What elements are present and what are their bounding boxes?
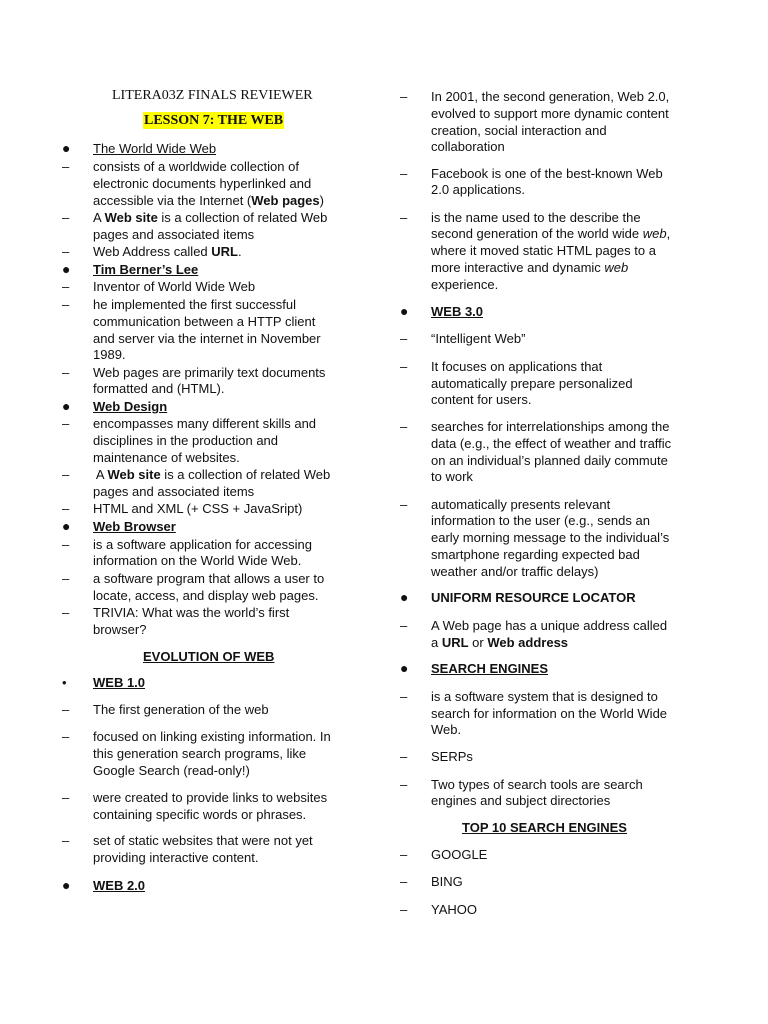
- list-text: Google Search (read-only!): [93, 763, 250, 778]
- section-heading-web3: WEB 3.0: [431, 304, 484, 319]
- list-text: A Web page has a unique address called: [431, 618, 668, 633]
- dash-marker: –: [62, 244, 70, 259]
- dash-marker: –: [62, 297, 70, 312]
- dash-marker: –: [400, 419, 408, 434]
- dash-marker: –: [62, 833, 70, 848]
- list-text: he implemented the first successful: [93, 297, 297, 312]
- list-text: providing interactive content.: [93, 850, 259, 865]
- list-text: maintenance of websites.: [93, 450, 240, 465]
- list-text: more interactive and dynamic web: [431, 260, 629, 275]
- document-title: LITERA03Z FINALS REVIEWER: [112, 88, 313, 103]
- bullet-marker: ●: [62, 877, 71, 893]
- section-heading-web-browser: Web Browser: [93, 519, 176, 534]
- list-text: YAHOO: [431, 902, 477, 917]
- list-text: focused on linking existing information. In: [93, 729, 331, 744]
- list-text: A Web site is a collection of related Web: [93, 210, 328, 225]
- bullet-marker: ●: [400, 660, 409, 676]
- dash-marker: –: [62, 279, 70, 294]
- list-text: information on the World Wide Web.: [93, 553, 302, 568]
- list-text: is the name used to the describe the: [431, 210, 641, 225]
- bullet-marker: •: [62, 675, 67, 690]
- bullet-marker: ●: [62, 140, 71, 156]
- list-text: A Web site is a collection of related Web: [93, 467, 331, 482]
- list-text: creation, social interaction and: [431, 123, 607, 138]
- list-text: In 2001, the second generation, Web 2.0,: [431, 89, 670, 104]
- list-text: automatically prepare personalized: [431, 376, 633, 391]
- dash-marker: –: [62, 159, 70, 174]
- list-text: SERPs: [431, 749, 473, 764]
- dash-marker: –: [62, 501, 70, 516]
- list-text: containing specific words or phrases.: [93, 807, 307, 822]
- list-text: Inventor of World Wide Web: [93, 279, 256, 294]
- section-heading-top10: TOP 10 SEARCH ENGINES: [462, 820, 627, 835]
- list-text: The first generation of the web: [93, 702, 269, 717]
- dash-marker: –: [400, 359, 408, 374]
- dash-marker: –: [62, 702, 70, 717]
- lesson-title: LESSON 7: THE WEB: [144, 113, 284, 128]
- list-text: automatically presents relevant: [431, 497, 611, 512]
- section-heading-web1: WEB 1.0: [93, 675, 146, 690]
- list-text: Web.: [431, 722, 462, 737]
- dash-marker: –: [400, 874, 408, 889]
- list-text: Two types of search tools are search: [431, 777, 643, 792]
- list-text: set of static websites that were not yet: [93, 833, 313, 848]
- list-text: evolved to support more dynamic content: [431, 106, 669, 121]
- list-text: GOOGLE: [431, 847, 488, 862]
- dash-marker: –: [62, 210, 70, 225]
- list-text: second generation of the world wide web,: [431, 226, 671, 241]
- list-text: collaboration: [431, 139, 505, 154]
- bullet-marker: ●: [62, 261, 71, 277]
- dash-marker: –: [400, 689, 408, 704]
- list-text: pages and associated items: [93, 227, 255, 242]
- dash-marker: –: [400, 749, 408, 764]
- list-text: is a software application for accessing: [93, 537, 312, 552]
- section-heading-tbl: Tim Berner’s Lee: [93, 262, 199, 277]
- list-text: on an individual’s planned daily commute: [431, 453, 668, 468]
- list-text: accessible via the Internet (Web pages): [93, 193, 324, 208]
- list-text: encompasses many different skills and: [93, 416, 317, 431]
- dash-marker: –: [400, 618, 408, 633]
- list-text: and server via the internet in November: [93, 331, 321, 346]
- dash-marker: –: [400, 210, 408, 225]
- dash-marker: –: [62, 467, 70, 482]
- section-heading-www: The World Wide Web: [93, 141, 217, 156]
- list-text: formatted and (HTML).: [93, 381, 225, 396]
- bullet-marker: ●: [400, 589, 409, 605]
- list-text: TRIVIA: What was the world’s first: [93, 605, 290, 620]
- list-text: early morning message to the individual’s: [431, 530, 670, 545]
- list-text: searches for interrelationships among the: [431, 419, 670, 434]
- list-text: 2.0 applications.: [431, 182, 525, 197]
- dash-marker: –: [62, 416, 70, 431]
- list-text: where it moved static HTML pages to a: [431, 243, 656, 258]
- list-text: consists of a worldwide collection of: [93, 159, 299, 174]
- list-text: Web pages are primarily text documents: [93, 365, 326, 380]
- dash-marker: –: [62, 605, 70, 620]
- dash-marker: –: [400, 166, 408, 181]
- list-text: BING: [431, 874, 463, 889]
- list-text: “Intelligent Web”: [431, 331, 526, 346]
- list-text: experience.: [431, 277, 499, 292]
- dash-marker: –: [62, 790, 70, 805]
- list-text: electronic documents hyperlinked and: [93, 176, 312, 191]
- list-text: a URL or Web address: [431, 635, 569, 650]
- list-text: HTML and XML (+ CSS + JavaSript): [93, 501, 303, 516]
- section-heading-search-engines: SEARCH ENGINES: [431, 661, 549, 676]
- list-text: smartphone regarding expected bad: [431, 547, 640, 562]
- list-text: information to the user (e.g., sends an: [431, 513, 650, 528]
- dash-marker: –: [400, 497, 408, 512]
- list-text: a software program that allows a user to: [93, 571, 325, 586]
- list-text: search for information on the World Wide: [431, 706, 668, 721]
- list-text: were created to provide links to websites: [93, 790, 328, 805]
- list-text: content for users.: [431, 392, 532, 407]
- list-text: engines and subject directories: [431, 793, 611, 808]
- list-text: weather and/or traffic delays): [431, 564, 599, 579]
- list-text: communication between a HTTP client: [93, 314, 316, 329]
- list-text: to work: [431, 469, 473, 484]
- dash-marker: –: [400, 331, 408, 346]
- list-text: data (e.g., the effect of weather and traffic: [431, 436, 672, 451]
- list-text: pages and associated items: [93, 484, 255, 499]
- dash-marker: –: [62, 729, 70, 744]
- list-text: is a software system that is designed to: [431, 689, 658, 704]
- list-text: locate, access, and display web pages.: [93, 588, 319, 603]
- bullet-marker: ●: [62, 398, 71, 414]
- list-text: this generation search programs, like: [93, 746, 307, 761]
- dash-marker: –: [62, 571, 70, 586]
- list-text: It focuses on applications that: [431, 359, 603, 374]
- bullet-marker: ●: [400, 303, 409, 319]
- bullet-marker: ●: [62, 518, 71, 534]
- section-heading-url: UNIFORM RESOURCE LOCATOR: [431, 590, 636, 605]
- dash-marker: –: [400, 777, 408, 792]
- list-text: Facebook is one of the best-known Web: [431, 166, 663, 181]
- list-text: 1989.: [93, 347, 126, 362]
- section-heading-evolution: EVOLUTION OF WEB: [143, 649, 275, 664]
- dash-marker: –: [62, 365, 70, 380]
- dash-marker: –: [400, 902, 408, 917]
- list-text: browser?: [93, 622, 147, 637]
- dash-marker: –: [62, 537, 70, 552]
- list-text: disciplines in the production and: [93, 433, 279, 448]
- section-heading-web2: WEB 2.0: [93, 878, 146, 893]
- dash-marker: –: [400, 89, 408, 104]
- list-text: Web Address called URL.: [93, 244, 242, 259]
- section-heading-web-design: Web Design: [93, 399, 168, 414]
- dash-marker: –: [400, 847, 408, 862]
